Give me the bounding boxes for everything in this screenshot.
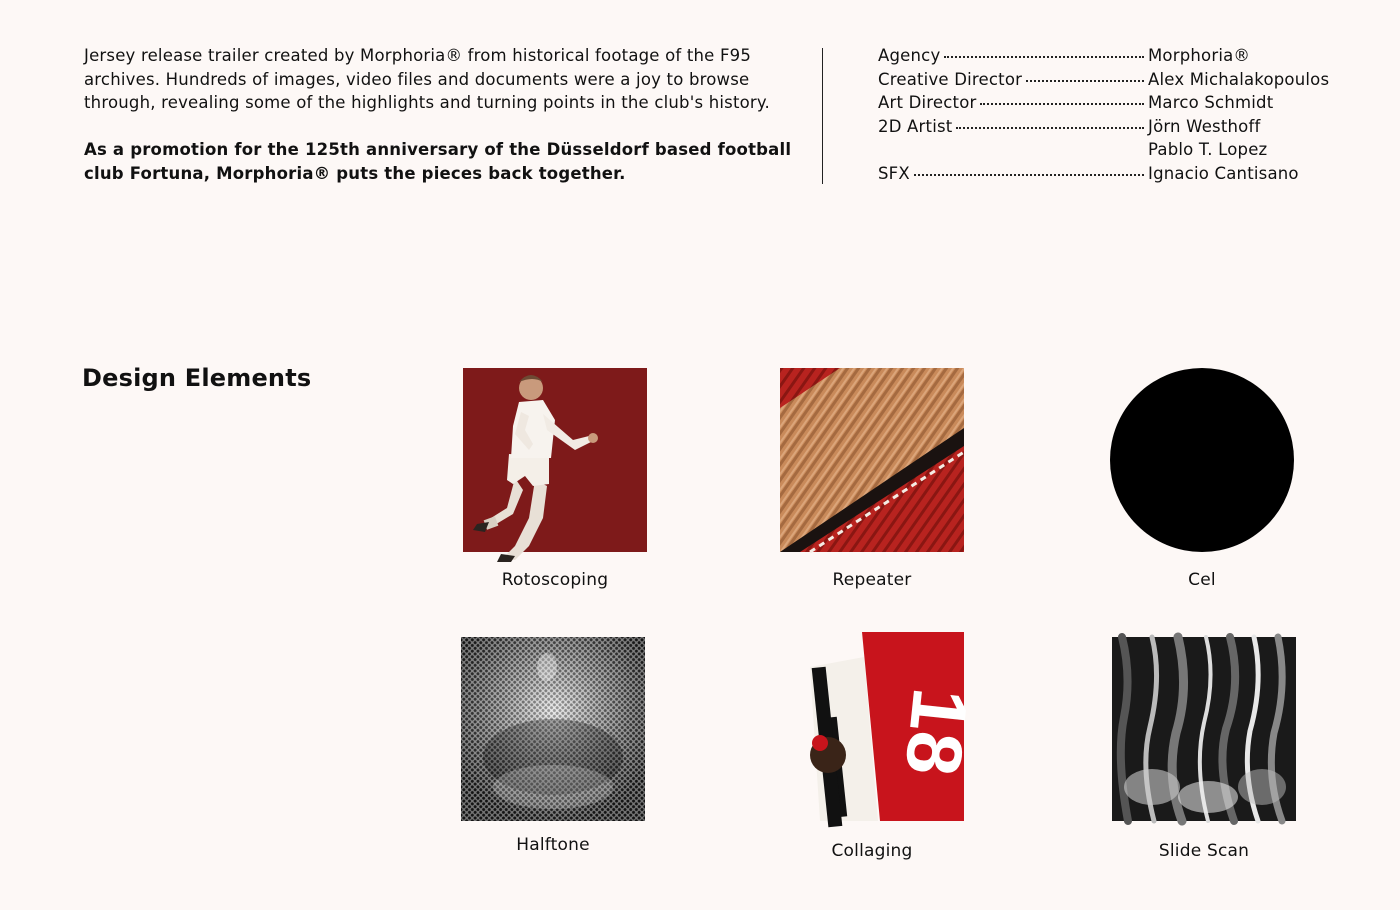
player-figure (463, 368, 647, 568)
credit-row-2d-artist (878, 115, 1348, 139)
credit-name: Pablo T. Lopez (1148, 140, 1268, 159)
design-element-slide-scan (1094, 637, 1314, 861)
design-element-rotoscoping (445, 368, 665, 590)
leader-dots (944, 56, 1144, 58)
slide-scan-icon (1112, 637, 1296, 821)
element-label: Cel (1188, 570, 1216, 590)
halftone-icon (461, 637, 645, 821)
credit-name: Ignacio Cantisano (1148, 163, 1299, 183)
credit-row-sfx (878, 162, 1348, 186)
intro-paragraph: Jersey release trailer created by Morphoria® from historical footage of the F95 archives. Hundreds of images, video files and documents were a joy to browse through, revealing some of the highlights and turning points in the club's history. (84, 46, 770, 112)
element-label: Repeater (832, 570, 912, 590)
credit-row-art-director (878, 91, 1348, 115)
design-element-halftone (443, 637, 663, 855)
leader-dots (1026, 80, 1144, 82)
element-label: Collaging (831, 841, 913, 861)
credit-role: 2D Artist (878, 116, 953, 136)
credit-name: Alex Michalakopoulos (1148, 69, 1330, 89)
element-label: Rotoscoping (501, 570, 609, 590)
repeater-icon (780, 368, 964, 552)
credit-row-agency (878, 44, 1348, 68)
design-element-repeater (762, 368, 982, 590)
credit-row-creative-director (878, 68, 1348, 92)
element-label: Slide Scan (1158, 841, 1250, 861)
credit-name: Jörn Westhoff (1148, 116, 1261, 136)
credit-role: Art Director (878, 93, 977, 112)
leader-dots (914, 174, 1144, 176)
section-title: Design Elements (82, 364, 312, 392)
cel-icon (1110, 368, 1294, 552)
credit-name: Marco Schmidt (1148, 93, 1274, 112)
credit-role: SFX (878, 163, 910, 183)
leader-dots (980, 103, 1144, 105)
collage-number: 18 (888, 684, 986, 780)
credit-row-2d-artist-2 (878, 138, 1348, 162)
credit-name: Morphoria® (1148, 46, 1251, 65)
design-element-collaging (762, 637, 986, 861)
element-label: Halftone (516, 835, 590, 855)
credit-role: Agency (878, 46, 941, 65)
column-divider (822, 48, 823, 184)
credits-list (878, 44, 1348, 185)
intro-text (84, 44, 794, 185)
intro-highlight: As a promotion for the 125th anniversary of the Düsseldorf based football club Fortuna, Morphoria® puts the pieces back together. (84, 140, 792, 183)
credit-role: Creative Director (878, 69, 1023, 89)
design-element-cel (1092, 368, 1312, 590)
leader-dots (956, 127, 1144, 129)
collaging-icon (780, 637, 986, 821)
